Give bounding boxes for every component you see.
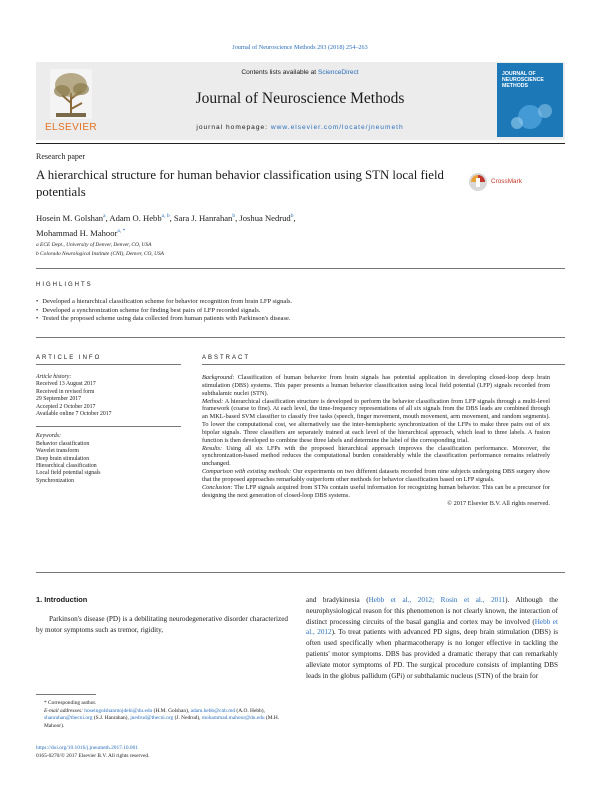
- article-info-heading: ARTICLE INFO: [36, 355, 102, 361]
- divider: [202, 364, 565, 365]
- abstract-text: Classification of human behavior from brain signals has potential application in developing closed-loop deep brain stimulation (DBS) systems. This paper presents a human behavior classification using local field potential (LFP) signals recorded from subthalamic nuclei (STN).: [202, 374, 550, 397]
- history-line: Received 13 August 2017: [36, 381, 96, 388]
- abstract-text: Using all six LFPs with the proposed hierarchical approach improves the classification performance. Moreover, the synchronization-based method reduces the computational burden considerably while the classification performance remains relatively unchanged.: [202, 444, 550, 468]
- email-owner: (A.O. Hebb),: [235, 707, 265, 714]
- author-name: Mohammad H. Mahoor: [36, 228, 118, 239]
- keyword: Hierarchical classification: [36, 463, 97, 470]
- intro-paragraph: [306, 595, 558, 681]
- intro-right-column: [306, 595, 558, 681]
- abstract-text: A hierarchical classification structure is developed to perform the behavior classification from LFP signals through a multi-level framework (coarse to fine). At each level, the time-frequency representations of all six signals from the DBS leads are combined through an MKL-based SVM classifier to classify five tasks (speech, finger movement, mouth movement, arm movement, and random segments). To lower the computational cost, we alternatively use the inter-hemispheric synchronization of the LFPs to make three pairs out of six bipolar signals. Three classifiers are separately trained at each level of the hierarchical approach, which lead to three labels. A fusion function is then developed to combine these three labels and determine the label of the corresponding trial.: [202, 397, 550, 444]
- elsevier-wordmark: ELSEVIER: [44, 122, 98, 133]
- author-name: Joshua Nedrud: [239, 212, 291, 223]
- abstract-paragraph: [202, 374, 550, 398]
- abstract-body: [202, 374, 550, 507]
- highlight-item: • Developed a hierarchical classification scheme for behavior recognition from brain LFP signals.: [36, 298, 565, 307]
- history-line: 29 September 2017: [36, 396, 82, 403]
- author-affil-mark[interactable]: b: [232, 213, 236, 219]
- abstract-label: Results:: [202, 444, 223, 452]
- copyright-line: © 2017 Elsevier B.V. All rights reserved.: [447, 499, 550, 507]
- introduction-heading: 1. Introduction: [36, 595, 88, 604]
- history-label: Article history:: [36, 374, 72, 380]
- issn-line: 0165-0270/© 2017 Elsevier B.V. All rights reserved.: [36, 753, 150, 759]
- author-name: Sara J. Hanrahan: [173, 212, 233, 223]
- crossmark-badge[interactable]: [468, 172, 548, 192]
- keyword: Deep brain stimulation: [36, 455, 90, 462]
- citation-link[interactable]: Hebb et al., 2012; Rosin et al., 2011: [368, 596, 506, 604]
- keyword: Synchronization: [36, 477, 74, 484]
- keyword: Behavior classification: [36, 440, 90, 447]
- keyword: Wavelet transform: [36, 448, 79, 455]
- doi-link[interactable]: https://doi.org/10.1016/j.jneumeth.2017.10.001: [36, 745, 139, 751]
- abstract-paragraph: [202, 468, 550, 484]
- affiliation: a ECE Dept., University of Denver, Denver, CO, USA: [36, 242, 152, 248]
- divider: [36, 337, 565, 338]
- abstract-label: Conclusion:: [202, 483, 233, 491]
- abstract-label: Method:: [202, 397, 224, 405]
- contents-prefix: Contents lists available at: [241, 69, 318, 76]
- article-title: A hierarchical structure for human behavior classification using STN local field potentials: [36, 168, 444, 199]
- highlight-item: • Developed a synchronization scheme for finding best pairs of LFP recorded signals.: [36, 307, 565, 316]
- divider: [36, 364, 181, 365]
- email-owner: (J. Nedrud),: [173, 715, 201, 722]
- intro-paragraph: Parkinson's disease (PD) is a debilitating neurodegenerative disorder characterized by motor symptoms such as tremor, rigidity,: [36, 615, 288, 634]
- highlights-heading: HIGHLIGHTS: [36, 282, 93, 288]
- header-rule: [36, 143, 565, 144]
- crossmark-label: CrossMark: [491, 178, 522, 185]
- abstract-paragraph: [202, 398, 550, 445]
- divider: [36, 426, 181, 427]
- abstract-label: Comparison with existing methods:: [202, 468, 292, 476]
- article-type: Research paper: [36, 152, 86, 161]
- homepage-link[interactable]: www.elsevier.com/locate/jneumeth: [270, 124, 404, 131]
- intro-text: ). To treat patients with advanced PD signs, deep brain stimulation (DBS) is often used specifically when pharmacotherapy is no longer effective in tackling the patients' motor symptoms. DBS has provided a dramatic therapy that can remarkably alleviate motor symptoms of PD. The surgical procedure consists of implanting DBS leads in the globus pallidum (GPi) or subthalamic nucleus (STN) of the brain for: [306, 628, 558, 680]
- homepage-line: [110, 124, 490, 131]
- sciencedirect-link[interactable]: ScienceDirect: [317, 69, 359, 76]
- author-affil-mark[interactable]: b: [290, 213, 294, 219]
- divider: [36, 268, 565, 269]
- citation-link[interactable]: Hebb et al., 2012: [306, 617, 558, 637]
- author-affil-mark[interactable]: a, *: [117, 228, 126, 235]
- email-block: [36, 708, 296, 731]
- article-info: [36, 374, 181, 485]
- intro-left-column: [36, 614, 288, 636]
- homepage-prefix: journal homepage:: [196, 124, 271, 131]
- email-link[interactable]: jnedrud@thecni.org: [130, 715, 174, 722]
- journal-reference[interactable]: Journal of Neuroscience Methods 293 (2018) 254–263: [232, 44, 368, 51]
- email-link[interactable]: shanrahan@thecni.org: [44, 715, 93, 722]
- email-link[interactable]: hoseingolshanmojdehi@du.edu: [84, 707, 153, 714]
- divider: [36, 572, 565, 573]
- abstract-paragraph: [202, 484, 550, 500]
- abstract-paragraph: [202, 445, 550, 469]
- history-line: Received in revised form: [36, 388, 95, 395]
- journal-name: Journal of Neuroscience Methods: [195, 90, 405, 107]
- cover-title: JOURNAL OF NEUROSCIENCE METHODS: [502, 71, 544, 89]
- journal-cover-image: [497, 63, 563, 137]
- author-affil-mark[interactable]: a: [103, 213, 106, 219]
- crossmark-icon: [468, 172, 488, 192]
- abstract-heading: ABSTRACT: [202, 355, 251, 361]
- email-owner: (S.J. Hanrahan),: [92, 715, 129, 722]
- footnote-rule: [36, 694, 96, 695]
- abstract-text: The LFP signals acquired from STNs contain useful information for recognizing human behavior. This can be a precursor for designing the next generation of closed-loop DBS systems.: [202, 483, 550, 499]
- author-list: Hosein M. Golshan$^a$, Adam O. Hebb$^{a, b}$, Sara J. Hanrahan$^b$, Joshua Nedrud$^b$, Mohammad H. Mahoor$^{a, *}$: [36, 212, 296, 239]
- email-owner: (H.M. Golshan),: [152, 707, 190, 714]
- author-name: Hosein M. Golshan: [36, 212, 104, 223]
- corresponding-author-note: * Corresponding author.: [44, 700, 97, 706]
- highlight-item: • Tested the proposed scheme using data collected from human patients with Parkinson's disease.: [36, 315, 565, 324]
- footnotes: [36, 700, 296, 730]
- bottom-meta: [36, 744, 296, 760]
- author-affil-mark[interactable]: a, b: [161, 213, 170, 219]
- email-link[interactable]: adam.hebb@cnb.md: [190, 707, 236, 714]
- abstract-text: Our experiments on two different datasets recorded from nine subjects undergoing DBS surgery show that the proposed approaches remarkably outperform other methods for behavior classification based on LFP signals.: [202, 468, 550, 483]
- highlights-list: [36, 298, 565, 324]
- intro-text: and bradykinesia (: [306, 596, 369, 604]
- keywords-label: Keywords:: [36, 433, 61, 440]
- email-owner: (M.H. Mahoor).: [44, 715, 280, 729]
- affiliation: b Colorado Neurological Institute (CNI), Denver, CO, USA: [36, 251, 164, 257]
- history-line: Accepted 2 October 2017: [36, 403, 96, 410]
- abstract-label: Background:: [202, 374, 235, 381]
- contents-line: [110, 69, 490, 76]
- email-link[interactable]: mohammad.mahoor@du.edu: [201, 715, 265, 722]
- intro-text: ). Although the neurophysiological reason for this phenomenon is not clearly known, the interaction of distinct processing circuits of the basal ganglia and cortex may be involved (: [306, 596, 558, 626]
- author-name: Adam O. Hebb: [109, 212, 162, 223]
- cover-graphic: [497, 93, 563, 137]
- keyword: Local field potential signals: [36, 470, 101, 477]
- history-line: Available online 7 October 2017: [36, 411, 112, 418]
- email-label: E-mail addresses:: [44, 707, 83, 714]
